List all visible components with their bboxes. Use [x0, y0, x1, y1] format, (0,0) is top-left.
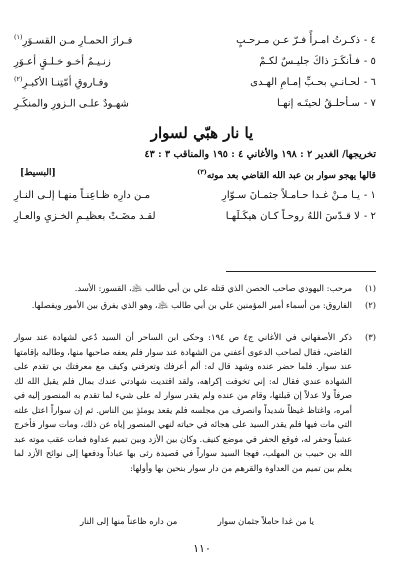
- verse-row: [14, 55, 376, 68]
- verse-first-hemistich: لا قـدّسَ اللهُ روحـاً كـان هيكَـلَهـا: [225, 211, 360, 222]
- takhrij-line: تخريجها/ الغدير ٢ : ١٩٨ والأغاني ٤ : ١٩٥ والمناقب ٣ : ٤٣: [144, 149, 376, 160]
- verse-first-hemistich: يـا مـنْ غـدا حـامـلاً جثمـانَ سـوّارِ: [221, 190, 360, 201]
- verse-second-hemistich: من داره ظاعناً منها إلى النار: [80, 516, 178, 526]
- verse-number: ٤ -: [363, 35, 376, 47]
- verse-number: ٢ -: [363, 211, 376, 222]
- verse-number: ٧ -: [363, 98, 376, 110]
- verse-second-hemistich: مـن دارِه ظـاعِنـاً منهـا إلـى النـارِ: [14, 190, 151, 201]
- verse-second-hemistich: شهـودٌ علـى الـزورِ والمنكَـرِ: [14, 98, 130, 110]
- poem-intro: [197, 168, 376, 181]
- footnote: [14, 281, 376, 296]
- verse-first-hemistich: سـأحلـقُ لحيتَـه إنهـا: [277, 98, 360, 110]
- footnote-marker: (١): [14, 33, 23, 41]
- poem-title: يا نار هبّي لسوار: [150, 124, 254, 142]
- footnote-text: ذكر الأصفهاني في الأغاني ج٤ ص ١٩٤: وحكى ابن الساحر أن السيد دُعي لشهادة عند سوار القاضي، فقال لصاحب الدعوى أعفني من الشهادة عند سوار فلم يعفه صاحبها منها، وطالبه بإقامتها عند سوار. فلما حضر عنده وشهد قال له: ألم أعرفك وتعرفني وكيف مع معرفتك بي تقدم على الشهادة عندي فقال له: إني تخوفت إكراهه، ولقد اقتديت شهادتي عندك بمال فلم يقبل الله لك صرفاً ولا عدلاً إن قبلتها، وقام من عنده ولم يقدر سوار له على شيء لما تقدم به المنصور إليه في أمره، واغتاظ غيظاً شديداً وانصرف من مجلسه فلم يقعد يومئذٍ بين الناس. ثم إن سواراً اعتل علته التي مات فيها فلم يقدر السيد على هجائه في حياته لنهي المنصور إياه عن ذلك، ومات سوار فأخرج عشياً وحفر له، فوقع الحفر في موضع كنيف. وكان بين الأزد وبين تميم عداوة فمات عقب موته عبد الله بن حبيب بن المهلب، فهجا السيد سواراً في قصيدة رثى بها عباداً ودفعها إلى نوائح الأزد لما يعلم بين تميم من العداوة والقرهم من دار سوار بنحين بها وأولها:: [14, 332, 353, 473]
- verse-number: ٥ -: [363, 56, 376, 68]
- verse-first-hemistich: لحـانـي بحـبِّ إمـامِ الهـدى: [250, 77, 360, 89]
- footnote-divider: [226, 271, 376, 272]
- poem-meter: [البسيط]: [20, 168, 56, 178]
- verse-row: [14, 191, 376, 201]
- verse-second-hemistich: وفـاروقِ أمّتِنـا الأكبـرِ: [22, 77, 109, 89]
- verse-second-hemistich: فـرارَ الحمـارِ مـن القسـوَرِ: [22, 35, 133, 47]
- footnote-marker: (٢): [14, 75, 23, 83]
- verse-row: [14, 76, 376, 89]
- footnote-number: (٣): [364, 332, 376, 342]
- verse-first-hemistich: فـأنكَـرَ ذاكَ جليـسٌ لكـمْ: [259, 56, 360, 68]
- footnote-verse: [80, 516, 314, 526]
- verse-number: ٦ -: [363, 77, 376, 89]
- footnote: [14, 330, 376, 475]
- verse-number: ١ -: [363, 190, 376, 201]
- footnote-number: (١): [364, 283, 376, 293]
- footnote-marker: (٣): [197, 168, 207, 176]
- verse-second-hemistich: لقـد مضَـتْ بعظيـمِ الخـزيِ والعـارِ: [14, 211, 156, 222]
- footnote: [14, 298, 376, 313]
- verse-first-hemistich: ذكـرتُ امـرأً فـرّ عـن مـرحـبٍ: [236, 35, 360, 47]
- verse-row: [14, 34, 376, 47]
- footnote-text: الفاروق: من أسماء أمير المؤمنين علي بن أبي طالب ﵇، وهو الذي يفرق بين الأمور ويفصلها.: [31, 300, 352, 310]
- verse-row: [14, 212, 376, 222]
- poem-intro-text: قالها يهجو سوار بن عبد الله القاضي بعد موته: [206, 171, 376, 181]
- footnote-number: (٢): [364, 300, 376, 310]
- page-number: ١١٠: [193, 542, 211, 555]
- footnote-text: مرحب: اليهودي صاحب الحصن الذي قتله علي بن أبي طالب ﵇، القسور: الأسد.: [74, 283, 352, 293]
- verse-row: [14, 97, 376, 110]
- verse-second-hemistich: زنـيـمٌ أخـو خـلـقٍ أعـوَرِ: [14, 56, 111, 68]
- verse-first-hemistich: يا من غدا حاملاً جثمان سوار: [217, 516, 314, 526]
